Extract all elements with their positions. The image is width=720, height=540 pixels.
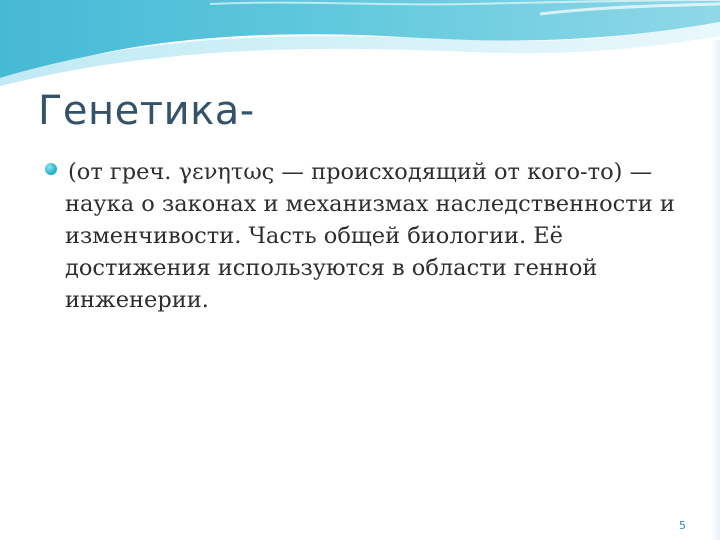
bullet-line: инженерии. xyxy=(65,287,209,313)
page-number: 5 xyxy=(679,519,686,532)
bullet-line: (от греч. γενητως — происходящий от кого-то) — xyxy=(68,159,653,185)
bullet-text xyxy=(65,156,685,316)
slide-title: Генетика- xyxy=(38,88,255,134)
bullet-line: изменчивости. Часть общей биологии. Её xyxy=(65,223,563,249)
bullet-line: достижения используются в области генной xyxy=(65,255,598,281)
bullet-dot-icon xyxy=(45,163,57,175)
right-edge-shadow xyxy=(712,40,720,540)
bullet-line: наука о законах и механизмах наследственности и xyxy=(65,191,675,217)
